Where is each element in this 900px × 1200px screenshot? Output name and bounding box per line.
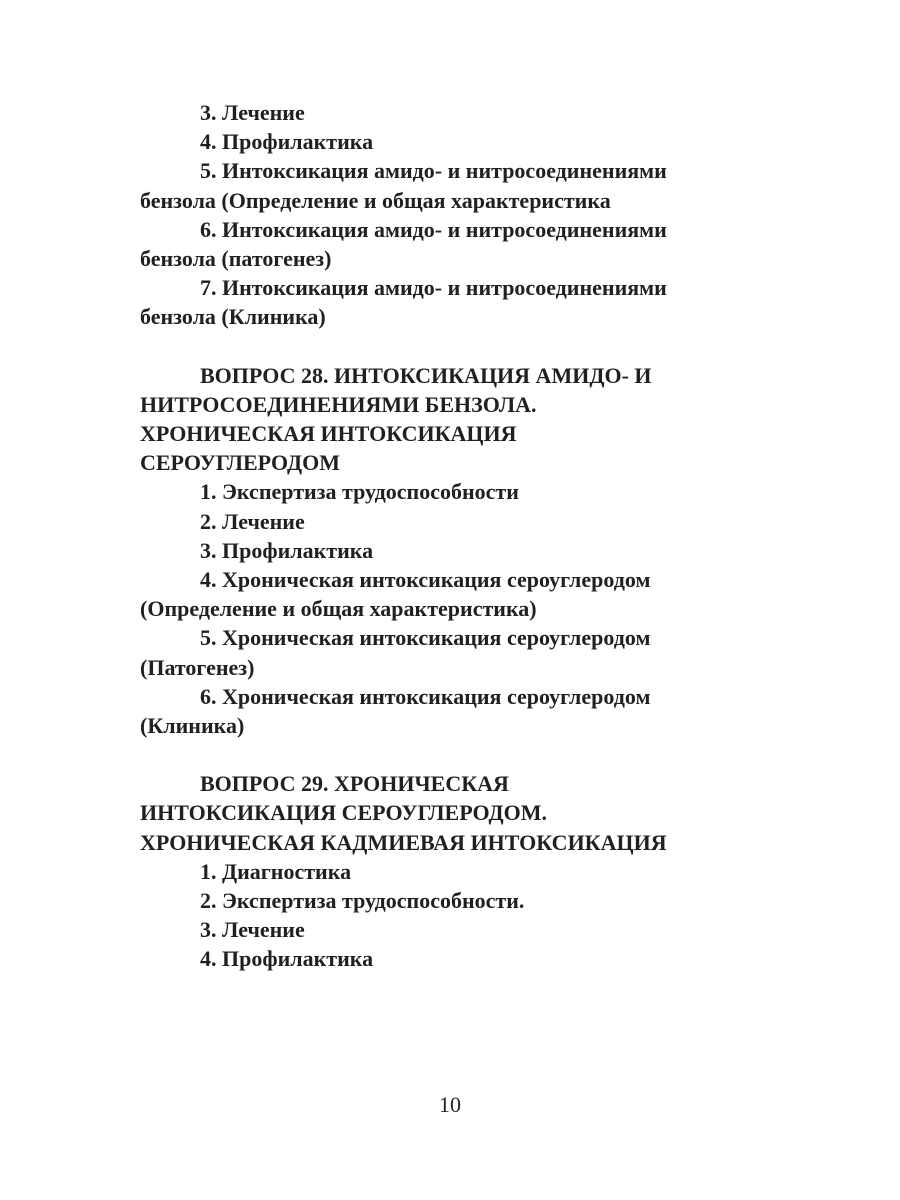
list-item-continuation: бензола (патогенез) <box>140 246 332 272</box>
question-29-heading <box>140 769 740 857</box>
list-item: 4. Профилактика <box>200 946 374 972</box>
heading-line: СЕРОУГЛЕРОДОМ <box>140 450 340 476</box>
list-item-continuation: (Патогенез) <box>140 654 255 680</box>
list-item: 3. Лечение <box>200 100 305 125</box>
list-item: 4. Хроническая интоксикация сероуглеродом <box>200 567 651 593</box>
heading-line: ВОПРОС 28. ИНТОКСИКАЦИЯ АМИДО- И <box>200 362 652 388</box>
list-item: 5. Интоксикация амидо- и нитросоединениями <box>200 158 667 184</box>
list-item-continuation: бензола (Клиника) <box>140 304 326 330</box>
question-29-items <box>140 857 740 974</box>
heading-line: ВОПРОС 29. ХРОНИЧЕСКАЯ <box>200 771 509 797</box>
list-item: 1. Экспертиза трудоспособности <box>200 479 519 505</box>
list-item: 3. Лечение <box>200 917 305 943</box>
list-item: 7. Интоксикация амидо- и нитросоединениями <box>200 275 667 301</box>
list-item: 6. Интоксикация амидо- и нитросоединениями <box>200 216 667 242</box>
list-item: 1. Диагностика <box>200 858 352 884</box>
heading-line: ИНТОКСИКАЦИЯ СЕРОУГЛЕРОДОМ. <box>140 800 548 826</box>
list-item-continuation: (Клиника) <box>140 713 245 739</box>
heading-line: ХРОНИЧЕСКАЯ КАДМИЕВАЯ ИНТОКСИКАЦИЯ <box>140 829 667 855</box>
list-item: 2. Лечение <box>200 508 305 534</box>
page-number: 10 <box>439 1092 461 1117</box>
question-27-items <box>140 98 740 332</box>
page-content <box>140 98 740 974</box>
list-item: 2. Экспертиза трудоспособности. <box>200 888 525 914</box>
question-28-items <box>140 477 740 740</box>
heading-line: НИТРОСОЕДИНЕНИЯМИ БЕНЗОЛА. <box>140 391 537 417</box>
list-item: 3. Профилактика <box>200 537 374 563</box>
heading-line: ХРОНИЧЕСКАЯ ИНТОКСИКАЦИЯ <box>140 421 517 447</box>
list-item-continuation: бензола (Определение и общая характеристика <box>140 187 611 213</box>
list-item: 5. Хроническая интоксикация сероуглеродом <box>200 625 651 651</box>
list-item: 6. Хроническая интоксикация сероуглеродом <box>200 683 651 709</box>
list-item-continuation: (Определение и общая характеристика) <box>140 596 537 622</box>
list-item: 4. Профилактика <box>200 129 374 155</box>
question-28-heading <box>140 361 740 478</box>
